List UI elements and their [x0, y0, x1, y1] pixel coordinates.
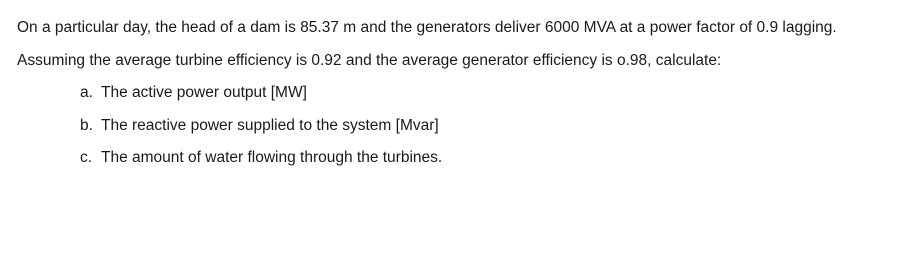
part-marker: a. [80, 84, 93, 101]
problem-part-a [80, 77, 907, 110]
problem-part-c [80, 142, 907, 175]
problem-parts-list [17, 77, 907, 175]
part-marker: c. [80, 149, 93, 166]
problem-part-b [80, 110, 907, 143]
problem-intro: On a particular day, the head of a dam is 85.37 m and the generators deliver 6000 MVA at a power factor of 0.9 lagging. Assuming the average turbine efficiency is 0.92 and the average generator efficiency is o.98, calculate: [17, 19, 837, 69]
problem-statement [17, 12, 907, 175]
part-text: The active power output [MW] [101, 84, 307, 101]
part-text: The amount of water flowing through the turbines. [101, 149, 443, 166]
part-marker: b. [80, 116, 93, 134]
part-text: The reactive power supplied to the system [Mvar] [101, 116, 439, 134]
